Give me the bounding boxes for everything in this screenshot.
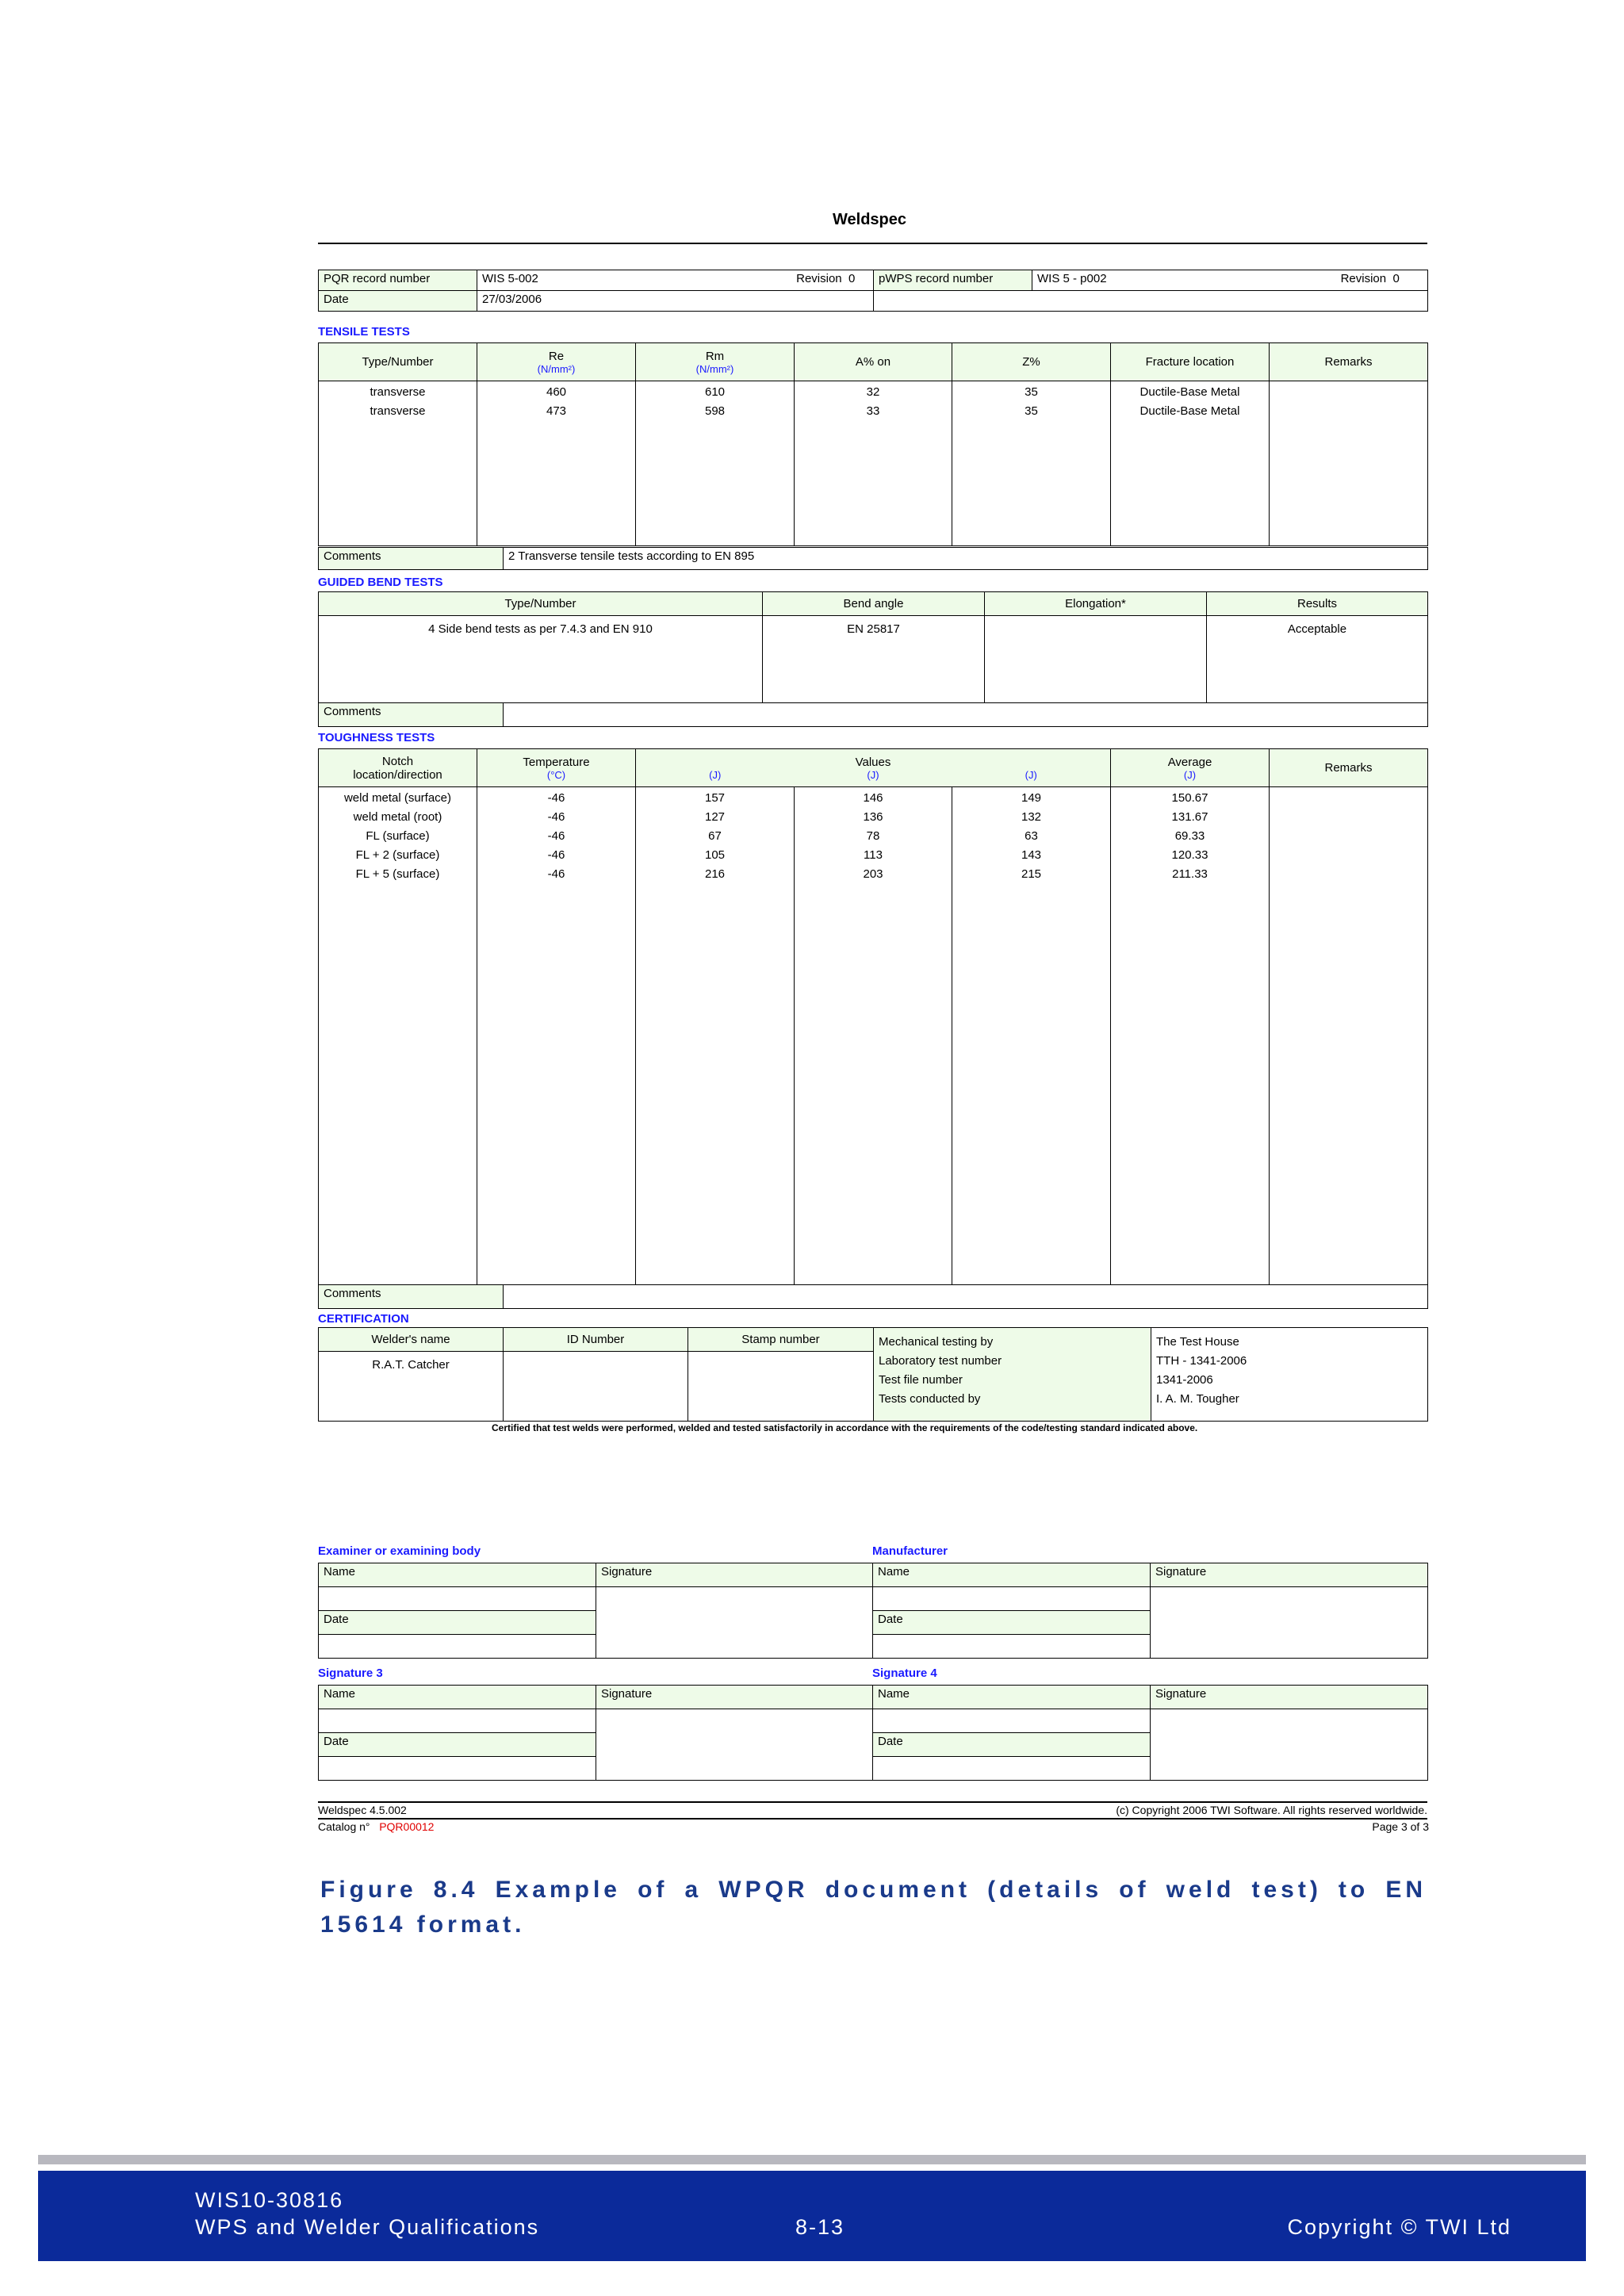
table-cell: 610: [704, 385, 726, 399]
table-cell: 203: [863, 867, 883, 881]
revision2-value: 0: [1392, 272, 1400, 285]
table-cell: 211.33: [1172, 867, 1208, 881]
manufacturer-date-label: Date: [873, 1611, 1151, 1635]
table-cell: transverse: [370, 385, 426, 399]
signature4-name-field[interactable]: [873, 1709, 1151, 1733]
catalog-label: Catalog n°: [318, 1820, 370, 1833]
date-value: 27/03/2006: [477, 291, 874, 312]
table-cell: 35: [1025, 404, 1038, 418]
bend-cell-results: Acceptable: [1207, 616, 1428, 703]
table-cell: FL + 2 (surface): [355, 848, 440, 862]
table-cell: -46: [547, 867, 565, 881]
toughness-header-remarks: Remarks: [1270, 749, 1428, 787]
revision1-label: Revision: [796, 272, 842, 285]
re-unit: (N/mm²): [537, 362, 576, 375]
page-indicator: Page 3 of 3: [1372, 1820, 1429, 1833]
toughness-header-value3: (J): [952, 749, 1111, 787]
table-cell: 146: [863, 791, 883, 805]
toughness-col-temperature: [477, 787, 636, 1285]
table-cell: 150.67: [1171, 791, 1208, 805]
record-empty: [874, 291, 1428, 312]
cert-label: Mechanical testing by: [879, 1335, 994, 1349]
signature4-date-field[interactable]: [873, 1757, 1151, 1781]
toughness-col-value1: [636, 787, 795, 1285]
cert-value: The Test House: [1156, 1335, 1239, 1349]
examiner-name-label: Name: [319, 1563, 596, 1587]
welder-stamp: [688, 1352, 874, 1422]
catalog: [318, 1820, 434, 1833]
table-cell: 598: [704, 404, 726, 418]
signature3-name-field[interactable]: [319, 1709, 596, 1733]
cert-header-id: ID Number: [504, 1328, 688, 1352]
cert-value: 1341-2006: [1156, 1373, 1213, 1387]
table-cell: FL + 5 (surface): [355, 867, 440, 881]
toughness-comments-value: [504, 1285, 1428, 1309]
table-cell: 216: [704, 867, 726, 881]
bend-cell-elongation: [985, 616, 1207, 703]
tensile-header-remarks: Remarks: [1270, 343, 1428, 381]
table-cell: Ductile-Base Metal: [1139, 404, 1240, 418]
table-cell: 143: [1021, 848, 1042, 862]
bend-cell-type: 4 Side bend tests as per 7.4.3 and EN 910: [319, 616, 763, 703]
table-cell: weld metal (root): [353, 810, 442, 824]
examiner-signature-block: [318, 1563, 873, 1659]
tensile-header-z: Z%: [952, 343, 1111, 381]
revision2: [1341, 272, 1423, 285]
tensile-col-re: [477, 381, 636, 546]
toughness-header-temperature: Temperature (°C): [477, 749, 636, 787]
table-cell: 78: [866, 829, 880, 843]
manufacturer-date-field[interactable]: [873, 1635, 1151, 1659]
manufacturer-title: Manufacturer: [872, 1544, 948, 1558]
examiner-name-field[interactable]: [319, 1587, 596, 1611]
bend-comments: [318, 702, 1428, 727]
cert-label: Laboratory test number: [879, 1354, 1002, 1368]
tensile-header-a: A% on: [795, 343, 952, 381]
signature3-name-label: Name: [319, 1686, 596, 1709]
bend-table: [318, 591, 1428, 703]
record-table: [318, 270, 1428, 312]
table-cell: 63: [1025, 829, 1038, 843]
table-cell: 120.33: [1171, 848, 1208, 862]
tensile-col-remarks: [1270, 381, 1428, 546]
examiner-date-label: Date: [319, 1611, 596, 1635]
bend-header-type: Type/Number: [319, 592, 763, 616]
toughness-col-value2: [795, 787, 952, 1285]
examiner-title: Examiner or examining body: [318, 1544, 481, 1558]
pqr-value: WIS 5-002: [482, 272, 538, 285]
tensile-header-rm: Rm (N/mm²): [636, 343, 795, 381]
table-cell: 32: [866, 385, 880, 399]
cert-values: [1151, 1328, 1428, 1422]
signature3-date-label: Date: [319, 1733, 596, 1757]
pqr-label: PQR record number: [319, 270, 477, 291]
table-cell: 105: [704, 848, 726, 862]
meta-rule-bottom: [318, 1818, 1427, 1820]
manufacturer-signature-field[interactable]: [1151, 1587, 1428, 1659]
tensile-header-type: Type/Number: [319, 343, 477, 381]
date-label: Date: [319, 291, 477, 312]
examiner-signature-label: Signature: [596, 1563, 873, 1587]
toughness-col-remarks: [1270, 787, 1428, 1285]
table-cell: 131.67: [1171, 810, 1208, 824]
pwps-cell: [1032, 270, 1428, 291]
signature4-name-label: Name: [873, 1686, 1151, 1709]
revision1-value: 0: [848, 272, 856, 285]
footer-doc-title: WPS and Welder Qualifications: [195, 2215, 540, 2239]
tensile-col-fracture: [1111, 381, 1270, 546]
pwps-label: pWPS record number: [874, 270, 1032, 291]
tensile-col-z: [952, 381, 1111, 546]
meta-rule-top: [318, 1801, 1427, 1803]
document-title: Weldspec: [833, 211, 906, 228]
tensile-header-fracture: Fracture location: [1111, 343, 1270, 381]
tensile-table: [318, 342, 1428, 546]
pwps-value: WIS 5 - p002: [1037, 272, 1107, 285]
revision2-label: Revision: [1340, 272, 1387, 285]
cert-value: I. A. M. Tougher: [1156, 1392, 1239, 1406]
catalog-value: PQR00012: [379, 1820, 435, 1833]
table-cell: [1274, 383, 1423, 402]
table-cell: 113: [864, 848, 883, 862]
signature3-title: Signature 3: [318, 1667, 383, 1680]
footer-stripe: [38, 2155, 1586, 2164]
pqr-cell: [477, 270, 874, 291]
signature3-block: [318, 1685, 873, 1781]
signature4-date-label: Date: [873, 1733, 1151, 1757]
toughness-header-average: Average (J): [1111, 749, 1270, 787]
certification-section-title: CERTIFICATION: [318, 1312, 409, 1326]
table-cell: Ductile-Base Metal: [1139, 385, 1240, 399]
toughness-col-average: [1111, 787, 1270, 1285]
tensile-col-type: [319, 381, 477, 546]
table-cell: 67: [708, 829, 722, 843]
bend-cell-angle: EN 25817: [763, 616, 985, 703]
signature4-signature-label: Signature: [1151, 1686, 1428, 1709]
signature3-signature-field[interactable]: [596, 1709, 873, 1781]
table-cell: -46: [547, 791, 565, 805]
revision1: [796, 272, 868, 285]
footer-page-number: 8-13: [795, 2215, 845, 2239]
manufacturer-signature-label: Signature: [1151, 1563, 1428, 1587]
software-version: Weldspec 4.5.002: [318, 1804, 407, 1816]
software-copyright: (c) Copyright 2006 TWI Software. All rights reserved worldwide.: [1116, 1804, 1427, 1816]
manufacturer-name-label: Name: [873, 1563, 1151, 1587]
cert-header-stamp: Stamp number: [688, 1328, 874, 1352]
signature4-title: Signature 4: [872, 1667, 937, 1680]
toughness-header-notch: Notch location/direction: [319, 749, 477, 787]
tensile-section-title: TENSILE TESTS: [318, 325, 410, 339]
cert-value: TTH - 1341-2006: [1156, 1354, 1247, 1368]
table-cell: 215: [1021, 867, 1042, 881]
bend-header-elongation: Elongation*: [985, 592, 1207, 616]
bend-comments-label: Comments: [319, 703, 504, 727]
table-cell: 473: [546, 404, 567, 418]
table-cell: 35: [1025, 385, 1038, 399]
cert-label: Test file number: [879, 1373, 963, 1387]
manufacturer-signature-block: [872, 1563, 1428, 1659]
footer-copyright: Copyright © TWI Ltd: [1287, 2215, 1511, 2239]
tensile-header-re: Re (N/mm²): [477, 343, 636, 381]
signature4-block: [872, 1685, 1428, 1781]
examiner-date-field[interactable]: [319, 1635, 596, 1659]
bend-comments-value: [504, 703, 1428, 727]
tensile-comments-value: 2 Transverse tensile tests according to EN 895: [504, 548, 1428, 570]
tensile-col-rm: [636, 381, 795, 546]
title-rule: [318, 243, 1427, 244]
table-cell: 136: [863, 810, 883, 824]
bend-section-title: GUIDED BEND TESTS: [318, 576, 443, 589]
cert-header-welder: Welder's name: [319, 1328, 504, 1352]
table-cell: 132: [1021, 810, 1042, 824]
table-cell: 127: [704, 810, 726, 824]
toughness-comments-label: Comments: [319, 1285, 504, 1309]
manufacturer-name-field[interactable]: [873, 1587, 1151, 1611]
toughness-section-title: TOUGHNESS TESTS: [318, 731, 435, 744]
table-cell: -46: [547, 810, 565, 824]
table-cell: 33: [866, 404, 880, 418]
tensile-comments-label: Comments: [319, 548, 504, 570]
toughness-comments: [318, 1284, 1428, 1309]
rm-unit: (N/mm²): [695, 362, 734, 375]
footer-doc-id: WIS10-30816: [195, 2188, 344, 2212]
table-cell: 460: [546, 385, 567, 399]
examiner-signature-field[interactable]: [596, 1587, 873, 1659]
table-cell: FL (surface): [366, 829, 430, 843]
table-cell: weld metal (surface): [343, 791, 452, 805]
cert-label: Tests conducted by: [879, 1392, 981, 1406]
table-cell: -46: [547, 848, 565, 862]
tensile-comments: [318, 547, 1428, 570]
table-cell: 157: [704, 791, 726, 805]
welder-name: R.A.T. Catcher: [319, 1352, 504, 1422]
certification-table: [318, 1327, 1428, 1422]
toughness-col-notch: [319, 787, 477, 1285]
toughness-col-value3: [952, 787, 1111, 1285]
table-cell: 69.33: [1174, 829, 1205, 843]
table-cell: 149: [1021, 791, 1042, 805]
cert-labels: [874, 1328, 1151, 1422]
certification-note: Certified that test welds were performed, welded and tested satisfactorily in accordance with the requirements of the code/testing standard indicated above.: [492, 1422, 1198, 1433]
bend-header-results: Results: [1207, 592, 1428, 616]
table-cell: -46: [547, 829, 565, 843]
toughness-header-value1: (J): [636, 749, 795, 787]
page-footer: [38, 2171, 1586, 2261]
signature3-date-field[interactable]: [319, 1757, 596, 1781]
toughness-table: [318, 748, 1428, 1285]
table-cell: transverse: [370, 404, 426, 418]
tensile-col-a: [795, 381, 952, 546]
figure-caption: Figure 8.4 Example of a WPQR document (details of weld test) to EN 15614 format.: [320, 1877, 1427, 1938]
signature3-signature-label: Signature: [596, 1686, 873, 1709]
welder-id: [504, 1352, 688, 1422]
bend-header-angle: Bend angle: [763, 592, 985, 616]
signature4-signature-field[interactable]: [1151, 1709, 1428, 1781]
toughness-header-values: Values (J): [795, 749, 952, 787]
